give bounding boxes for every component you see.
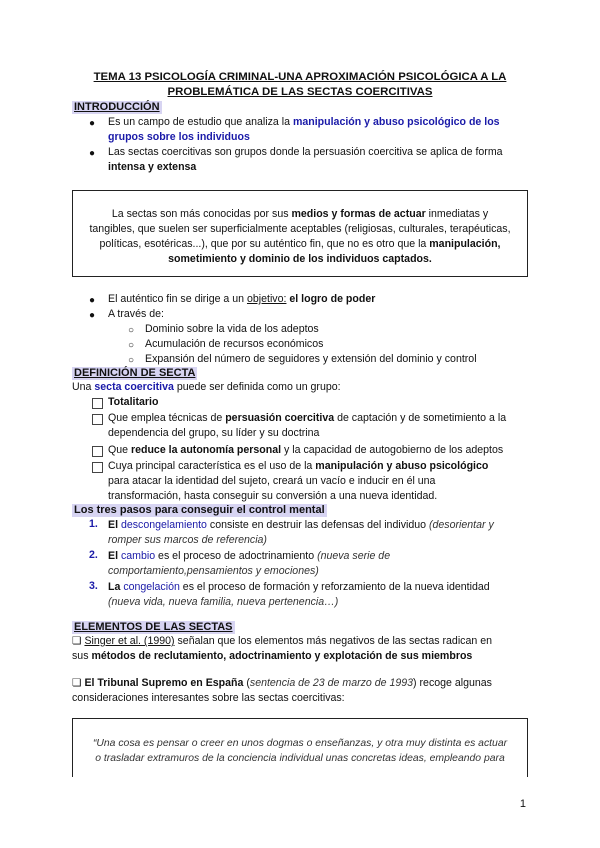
tribunal-paragraph (72, 676, 492, 692)
c3-post: y la capacidad de autogobierno de los adeptos (281, 444, 504, 456)
c2-pre: Que emplea técnicas de (108, 412, 226, 424)
intro-bullet-2-emphasis: intensa y extensa (108, 161, 197, 173)
bullet-icon: ● (89, 295, 96, 306)
c2-post: de captación y de sometimiento a la (334, 412, 507, 424)
intro-bullet-2: Las sectas coercitivas son grupos donde la persuasión coercitiva se aplica de forma (108, 146, 503, 158)
checkbox-icon[interactable] (92, 398, 103, 409)
quote-line-2: o trasladar extramuros de la conciencia individual unas concretas ideas, empleando para (95, 753, 505, 764)
step-3 (108, 580, 490, 596)
lead-emphasis: secta coercitiva (94, 381, 174, 393)
sub-bullet-1: Dominio sobre la vida de los adeptos (145, 323, 319, 335)
p2-post: es el proceso de adoctrinamiento (155, 550, 318, 562)
b3-emphasis: el logro de poder (286, 293, 376, 305)
s1-l2-pre: sus (72, 650, 92, 662)
s2-emphasis: El Tribunal Supremo en España (84, 677, 244, 689)
lead-pre: Una (72, 381, 95, 393)
definicion-heading: DEFINICIÓN DE SECTA (74, 367, 196, 379)
title-line-2: PROBLEMÁTICA DE LAS SECTAS COERCITIVAS (167, 86, 433, 98)
step-2-line-2: comportamiento,pensamientos y emociones) (108, 565, 319, 577)
p1-italic: (desorientar y (428, 519, 494, 531)
checkbox-item-3 (108, 443, 503, 459)
c2-emphasis: persuasión coercitiva (225, 412, 335, 424)
c3-pre: Que (108, 444, 131, 456)
step-number-3: 3. (89, 580, 98, 592)
p3-pre: La (108, 581, 124, 593)
bullet-icon: ● (89, 118, 96, 129)
p3-post: es el proceso de formación y reforzamiento de la nueva identidad (179, 581, 490, 593)
checkbox-item-4 (108, 459, 488, 475)
p1-emphasis: descongelamiento (120, 519, 207, 531)
box-l1-emphasis: medios y formas de actuar (291, 208, 426, 220)
s2-post: ) recoge algunas (413, 677, 492, 689)
box-line-4: sometimiento y dominio de los individuos captados. (168, 253, 432, 265)
singer-paragraph-line-2 (72, 649, 472, 665)
title-line-1: TEMA 13 PSICOLOGÍA CRIMINAL-UNA APROXIMACIÓN PSICOLÓGICA A LA (93, 71, 507, 83)
s2-mid: ( (243, 677, 250, 689)
intro-b1-emphasis: manipulación y abuso psicológico de los (292, 116, 500, 128)
box-line-1 (76, 207, 524, 223)
step-1-line-2: romper sus marcos de referencia) (108, 534, 267, 546)
elementos-heading: ELEMENTOS DE LAS SECTAS (74, 621, 233, 633)
singer-paragraph (72, 634, 492, 650)
bullet-icon: ● (89, 148, 96, 159)
box-l1-pre: La sectas son más conocidas por sus (111, 208, 292, 220)
c3-emphasis: reduce la autonomía personal (130, 444, 282, 456)
p2-emphasis: cambio (120, 550, 156, 562)
intro-bullet-4: A través de: (108, 308, 164, 320)
checkbox-item-4-line-2: para atacar la identidad del sujeto, creará un vacío e inducir en él una (108, 475, 436, 487)
intro-bullet-3 (108, 292, 375, 308)
c4-emphasis: manipulación y abuso psicológico (315, 460, 489, 472)
b3-pre: El auténtico fin se dirige a un (108, 293, 247, 305)
s1-post: señalan que los elementos más negativos de las sectas radican en (174, 635, 492, 647)
checkbox-item-2-line-2: dependencia del grupo, su líder y su doctrina (108, 427, 320, 439)
tribunal-paragraph-line-2: consideraciones interesantes sobre las sectas coercitivas: (72, 692, 345, 704)
pasos-heading: Los tres pasos para conseguir el control mental (74, 504, 325, 516)
step-number-1: 1. (89, 518, 98, 530)
box-line-2: tangibles, que suelen ser superficialmente aceptables (religiosas, culturales, terapéuticas, (89, 223, 511, 235)
bullet-icon: ● (89, 310, 96, 321)
definicion-lead (72, 380, 341, 396)
s2-italic: sentencia de 23 de marzo de 1993 (249, 677, 414, 689)
b3-underlined: objetivo: (246, 293, 287, 305)
hollow-bullet-icon: ○ (128, 355, 135, 366)
p2-italic: (nueva serie de (317, 550, 391, 562)
p1-post: consiste en destruir las defensas del individuo (206, 519, 429, 531)
box-l3-emphasis: manipulación, (429, 238, 501, 250)
intro-heading: INTRODUCCIÓN (74, 101, 160, 113)
p1-pre: El (108, 519, 121, 531)
square-bullet-icon: ❏ (72, 635, 85, 647)
checkbox-item-2 (108, 411, 506, 427)
checkbox-icon[interactable] (92, 446, 103, 457)
box-line-3 (76, 237, 524, 253)
step-2 (108, 549, 390, 565)
step-1 (108, 518, 494, 534)
intro-bullet-1-line-2: grupos sobre los individuos (108, 131, 250, 143)
hollow-bullet-icon: ○ (128, 340, 135, 351)
hollow-bullet-icon: ○ (128, 325, 135, 336)
checkbox-item-1: Totalitario (108, 396, 159, 408)
step-3-line-2: (nueva vida, nueva familia, nueva pertenencia…) (108, 596, 339, 608)
quote-line-1: “Una cosa es pensar o creer en unos dogmas o enseñanzas, y otra muy distinta es actuar (92, 738, 508, 749)
c4-pre: Cuya principal característica es el uso de la (108, 460, 316, 472)
step-number-2: 2. (89, 549, 98, 561)
sub-bullet-3: Expansión del número de seguidores y extensión del dominio y control (145, 353, 477, 365)
intro-b1-text: Es un campo de estudio que analiza la (108, 116, 293, 128)
box-l3-pre: políticas, esotéricas...), que por su auténtico fin, que no es otro que la (99, 238, 430, 250)
page-number: 1 (519, 798, 526, 810)
box-l1-post: inmediatas y (425, 208, 489, 220)
intro-bullet-1 (108, 115, 500, 131)
sub-bullet-2: Acumulación de recursos económicos (145, 338, 324, 350)
p3-emphasis: congelación (123, 581, 180, 593)
checkbox-item-4-line-3: transformación, hasta conseguir su conversión a una nueva identidad. (108, 490, 438, 502)
square-bullet-icon: ❏ (72, 677, 85, 689)
checkbox-icon[interactable] (92, 462, 103, 473)
checkbox-icon[interactable] (92, 414, 103, 425)
p2-pre: El (108, 550, 121, 562)
singer-citation-link[interactable]: Singer et al. (1990) (84, 635, 175, 647)
s1-l2-emphasis: métodos de reclutamiento, adoctrinamiento y explotación de sus miembros (91, 650, 473, 662)
document-title (72, 70, 528, 100)
lead-post: puede ser definida como un grupo: (173, 381, 341, 393)
